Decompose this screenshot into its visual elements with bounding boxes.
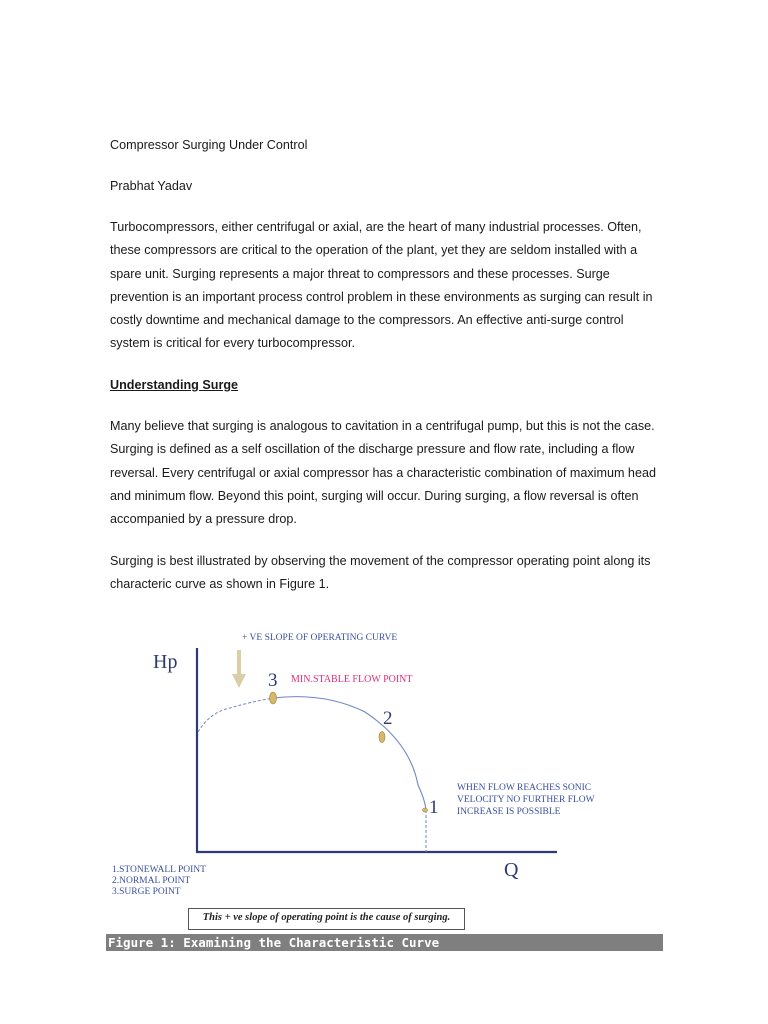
positive-slope-label: + VE SLOPE OF OPERATING CURVE	[242, 633, 398, 643]
figure-caption-bar	[106, 934, 663, 951]
figure-1	[100, 620, 670, 940]
legend-item: 3.SURGE POINT	[112, 887, 181, 897]
figure-caption: Figure 1: Examining the Characteristic Curve	[108, 935, 440, 950]
legend-item: 2.NORMAL POINT	[112, 876, 191, 886]
surging-note-box	[188, 908, 465, 930]
surge-point-label: MIN.STABLE FLOW POINT	[291, 674, 413, 685]
body-paragraph-1: Many believe that surging is analogous to cavitation in a centrifugal pump, but this is not the case. Surging is defined as a self oscillation of the discharge pressure and flow rate, including a flow reversal. Every centrifugal or axial compressor has a characteristic combination of maximum head and minimum flow. Beyond this point, surging will occur. During surging, a flow reversal is often accompanied by a pressure drop.	[110, 419, 656, 527]
document-title: Compressor Surging Under Control	[110, 138, 308, 152]
y-axis-label: Hp	[153, 651, 178, 673]
stonewall-point-marker	[423, 808, 428, 812]
document-author: Prabhat Yadav	[110, 179, 193, 193]
unstable-curve-segment	[198, 698, 273, 732]
sonic-velocity-note	[457, 783, 595, 817]
legend-item: 1.STONEWALL POINT	[112, 865, 206, 875]
down-arrow-icon	[232, 650, 246, 688]
normal-point-marker	[379, 732, 385, 743]
point-legend	[112, 865, 206, 897]
body-paragraph-2: Surging is best illustrated by observing the movement of the compressor operating point along its characteric curve as shown in Figure 1.	[110, 554, 651, 592]
sonic-note-line: INCREASE IS POSSIBLE	[457, 807, 561, 817]
sonic-note-line: VELOCITY NO FURTHER FLOW	[457, 795, 595, 805]
point-3-number: 3	[268, 670, 278, 691]
section-heading: Understanding Surge	[110, 378, 239, 392]
surge-point-marker	[270, 692, 277, 704]
sonic-note-line: WHEN FLOW REACHES SONIC	[457, 783, 592, 793]
x-axis-label: Q	[504, 859, 519, 881]
characteristic-curve-diagram	[100, 620, 670, 940]
point-1-number: 1	[429, 797, 439, 818]
operating-curve	[273, 697, 426, 810]
surging-note-text: This + ve slope of operating point is the cause of surging.	[202, 912, 451, 923]
intro-paragraph: Turbocompressors, either centrifugal or axial, are the heart of many industrial processes. Often, these compressors are critical to the operation of the plant, yet they are seldom installed with a spare unit. Surging represents a major threat to compressors and these processes. Surge prevention is an important process control problem in these environments as surging can result in costly downtime and mechanical damage to the compressors. An effective anti-surge control system is critical for every turbocompressor.	[110, 220, 653, 351]
point-2-number: 2	[383, 708, 393, 729]
